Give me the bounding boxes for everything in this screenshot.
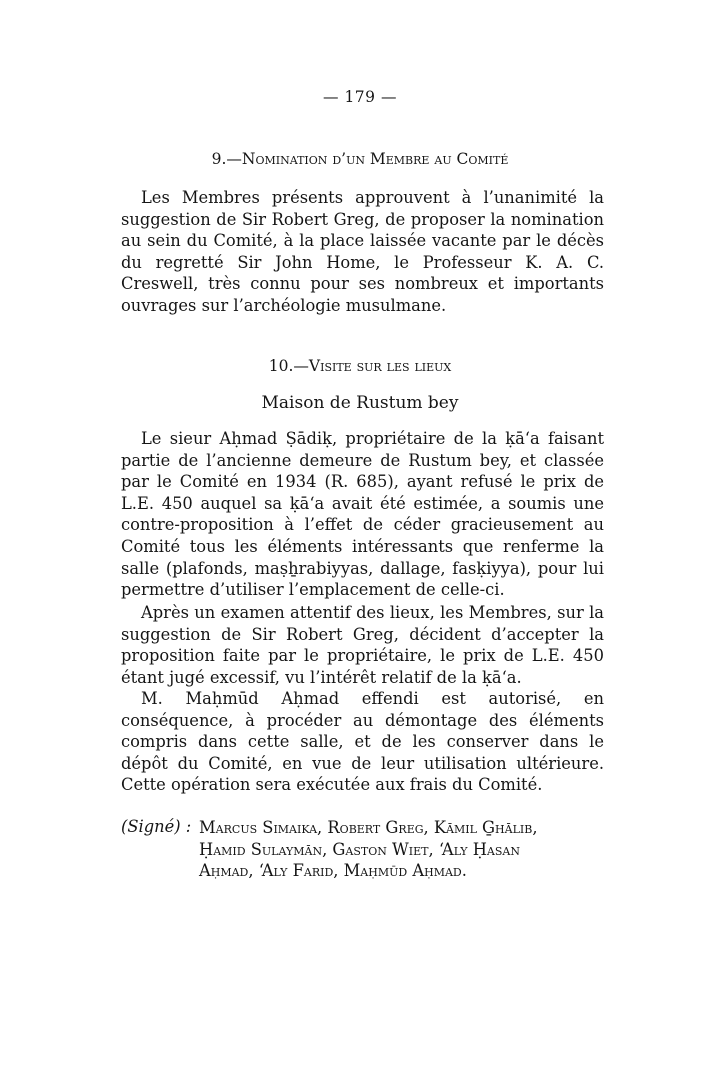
section-10-paragraph-3: M. Maḥmūd Aḥmad effendi est autorisé, en conséquence, à procéder au démontage des éléments compris dans cette salle, et de les conserver dans le dépôt du Comité, en vue de leur utilisation ultérieure. Cette opération sera exécutée aux frais du Comité. [121,689,604,795]
section-9-heading: 9.—Nomination d’un Membre au Comité [211,150,509,168]
signature-line-3: Aḥmad, ‘Aly Farid, Maḥmūd Aḥmad. [199,861,467,881]
signature-label: (Signé) : [121,817,192,836]
section-9-paragraph: Les Membres présents approuvent à l’unanimité la suggestion de Sir Robert Greg, de proposer la nomination au sein du Comité, à la place laissée vacante par le décès du regretté Sir John Home, le Professeur K. A. C. Creswell, très connu pour ses nombreux et importants ouvrages sur l’archéologie musulmane. [121,188,604,315]
section-10-paragraph-1: Le sieur Aḥmad Ṣādiḳ, propriétaire de la ḳā‘a faisant partie de l’ancienne demeure de Rustum bey, et classée par le Comité en 1934 (R. 685), ayant refusé le prix de L.E. 450 auquel sa ḳā‘a avait été estimée, a soumis une contre-proposition à l’effet de céder gracieusement au Comité tous les éléments intéressants que renferme la salle (plafonds, maṣẖrabiyyas, dallage, fasḳiyya), pour lui permettre d’utiliser l’emplacement de celle-ci. [121,429,604,600]
signature-line-1: Marcus Simaika, Robert Greg, Kāmil G̱hālib, [199,818,538,837]
signature-line-2: Ḥamid Sulaymān, Gaston Wiet, ‘Aly Ḥasan [199,839,520,859]
page-number: — 179 — [323,88,397,106]
section-10-paragraph-2: Après un examen attentif des lieux, les Membres, sur la suggestion de Sir Robert Greg, décident d’accepter la proposition faite par le propriétaire, le prix de L.E. 450 étant jugé excessif, vu l’intérêt relatif de la ḳā‘a. [121,603,604,687]
signature-names [199,817,609,882]
section-10-subheading: Maison de Rustum bey [261,393,459,413]
section-10-heading: 10.—Visite sur les lieux [268,357,452,375]
